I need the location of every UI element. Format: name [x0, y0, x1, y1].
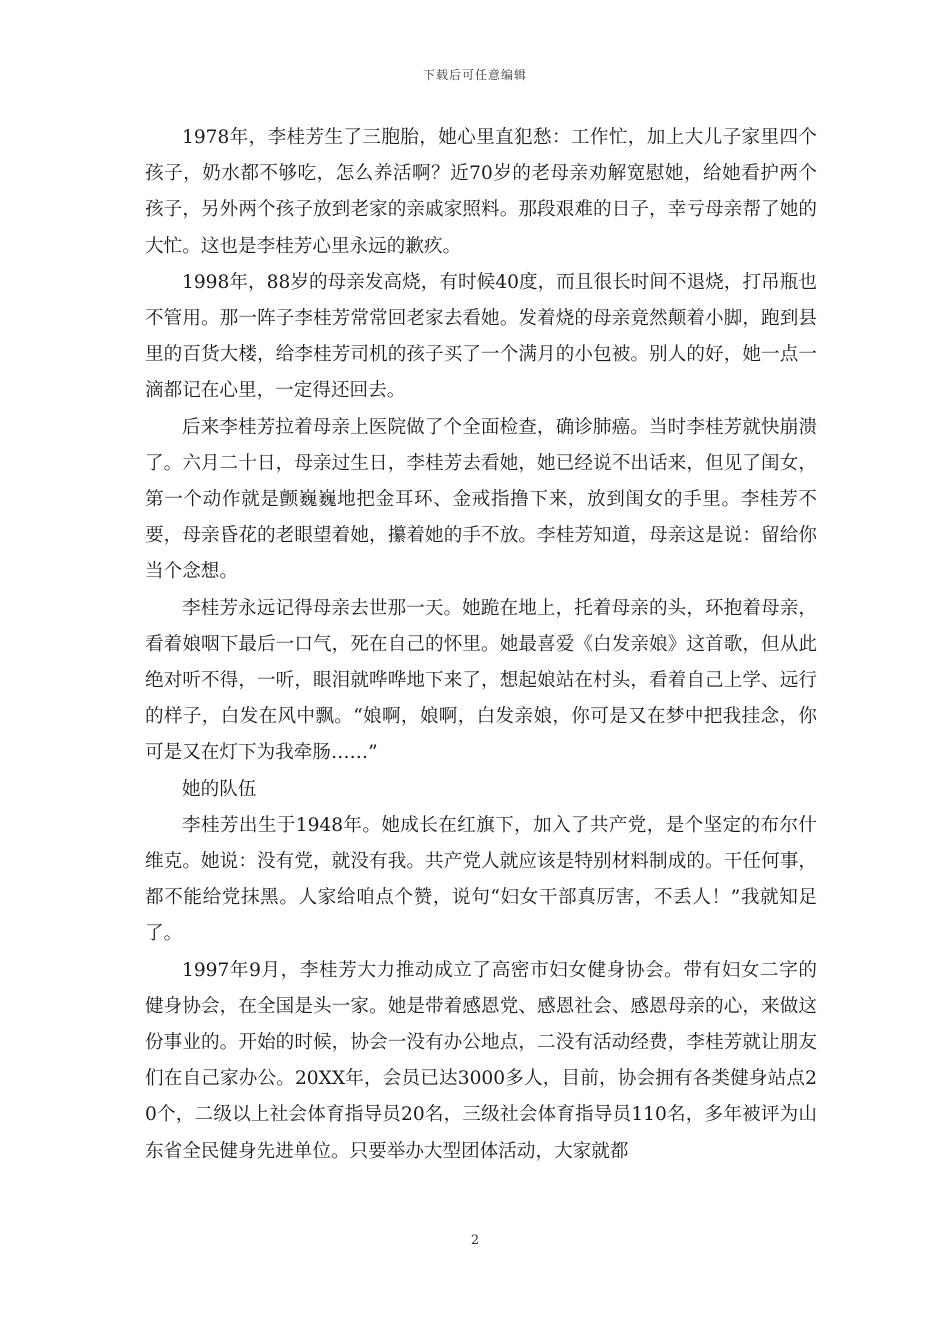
page-number: 2 [470, 1233, 480, 1248]
paragraph-mother-fever: 1998年，88岁的母亲发高烧，有时候40度，而且很长时间不退烧，打吊瓶也不管用。那一阵子李桂芳常常回老家去看她。发着烧的母亲竟然颠着小脚，跑到县里的百货大楼，给李桂芳司机的孩子买了一个满月的小包被。别人的好，她一点一滴都记在心里，一定得还回去。 [145, 271, 817, 402]
section-heading: 她的队伍 [182, 778, 257, 800]
page-header: 下载后可任意编辑 [422, 68, 527, 82]
document-body [145, 120, 817, 1170]
paragraph-mother-passing: 李桂芳永远记得母亲去世那一天。她跪在地上，托着母亲的头，环抱着母亲，看着娘咽下最后一口气，死在自己的怀里。她最喜爱《白发亲娘》这首歌，但从此绝对听不得，一听，眼泪就哗哗地下来了，想起娘站在村头，看着自己上学、远行的样子，白发在风中飘。“娘啊，娘啊，白发亲娘，你可是又在梦中把我挂念，你可是又在灯下为我牵肠……” [145, 597, 817, 764]
paragraph-diagnosis: 后来李桂芳拉着母亲上医院做了个全面检查，确诊肺癌。当时李桂芳就快崩溃了。六月二十日，母亲过生日，李桂芳去看她，她已经说不出话来，但见了闺女，第一个动作就是颤巍巍地把金耳环、金戒指撸下来，放到闺女的手里。李桂芳不要，母亲昏花的老眼望着她，攥着她的手不放。李桂芳知道，母亲这是说：留给你当个念想。 [145, 416, 817, 583]
paragraph-party-member: 李桂芳出生于1948年。她成长在红旗下，加入了共产党，是个坚定的布尔什维克。她说：没有党，就没有我。共产党人就应该是特别材料制成的。干任何事，都不能给党抹黑。人家给咱点个赞，说句“妇女干部真厉害，不丢人！”我就知足了。 [145, 814, 817, 945]
paragraph-fitness-association: 1997年9月，李桂芳大力推动成立了高密市妇女健身协会。带有妇女二字的健身协会，在全国是头一家。她是带着感恩党、感恩社会、感恩母亲的心，来做这份事业的。开始的时候，协会一没有办公地点，二没有活动经费，李桂芳就让朋友们在自己家办公。20XX年，会员已达3000多人，目前，协会拥有各类健身站点20个，二级以上社会体育指导员20名，三级社会体育指导员110名，多年被评为山东省全民健身先进单位。只要举办大型团体活动，大家就都 [145, 959, 817, 1162]
paragraph-triplets: 1978年，李桂芳生了三胞胎，她心里直犯愁：工作忙，加上大儿子家里四个孩子，奶水都不够吃，怎么养活啊？近70岁的老母亲劝解宽慰她，给她看护两个孩子，另外两个孩子放到老家的亲戚家照料。那段艰难的日子，幸亏母亲帮了她的大忙。这也是李桂芳心里永远的歉疚。 [145, 127, 817, 257]
